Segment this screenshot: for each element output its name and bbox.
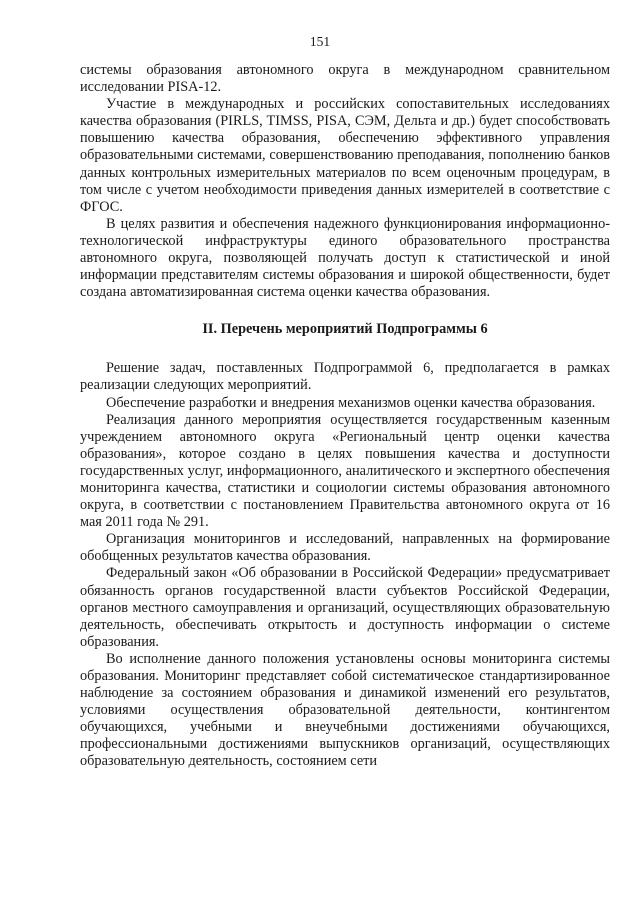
- paragraph-federal-law: Федеральный закон «Об образовании в Российской Федерации» предусматривает обязанность органов государственной власти субъектов Российской Федерации, органов местного самоуправления и организаций, осуществляющих образовательную деятельность, обеспечивать открытость и доступность информации о системе образования.: [80, 565, 610, 650]
- body-text: [80, 62, 610, 771]
- paragraph-evaluation-mechanisms: Обеспечение разработки и внедрения механизмов оценки качества образования.: [106, 394, 596, 411]
- paragraph-tasks: Решение задач, поставленных Подпрограммой 6, предполагается в рамках реализации следующих мероприятий.: [80, 360, 610, 394]
- section-heading: II. Перечень мероприятий Подпрограммы 6: [202, 321, 488, 338]
- paragraph-monitoring-organization: Организация мониторингов и исследований, направленных на формирование обобщенных результатов качества образования.: [80, 531, 610, 565]
- paragraph-it-infrastructure: В целях развития и обеспечения надежного функционирования информационно-технологической инфраструктуры единого образовательного пространства автономного округа, позволяющей получать доступ к статистической и иной информации представителям системы образования и широкой общественности, будет создана автоматизированная система оценки качества образования.: [80, 215, 610, 301]
- page-number: 151: [309, 34, 331, 49]
- paragraph-monitoring-definition: Во исполнение данного положения установлены основы мониторинга системы образования. Мониторинг представляет собой систематическое стандартизированное наблюдение за состоянием образования и динамикой изменений его результатов, условиями осуществления образовательной деятельности, контингентом обучающихся, учебными и внеучебными достижениями обучающихся, профессиональными достижениями выпускников организаций, осуществляющих образовательную деятельность, состоянием сети: [80, 650, 610, 770]
- paragraph-regional-center: Реализация данного мероприятия осуществляется государственным казенным учреждением автономного округа «Региональный центр оценки качества образования», которое создано в целях повышения качества и доступности государственных услуг, информационного, аналитического и экспертного обеспечения мониторинга качества, статистики и социологии системы образования автономного округа, в соответствии с постановлением Правительства автономного округа от 16 мая 2011 года № 291.: [80, 411, 610, 531]
- paragraph-pisa-continuation: системы образования автономного округа в международном сравнительном исследовании PISA-12.: [80, 62, 610, 96]
- paragraph-international-studies: Участие в международных и российских сопоставительных исследованиях качества образования (PIRLS, TIMSS, PISA, СЭМ, Дельта и др.) будет способствовать повышению качества образования, обеспечению эффективного управления образовательными системами, совершенствованию преподавания, пополнению банков данных контрольных измерительных материалов по всем оценочным процедурам, в том числе с учетом необходимости приведения данных измерителей в соответствие с ФГОС.: [80, 96, 610, 215]
